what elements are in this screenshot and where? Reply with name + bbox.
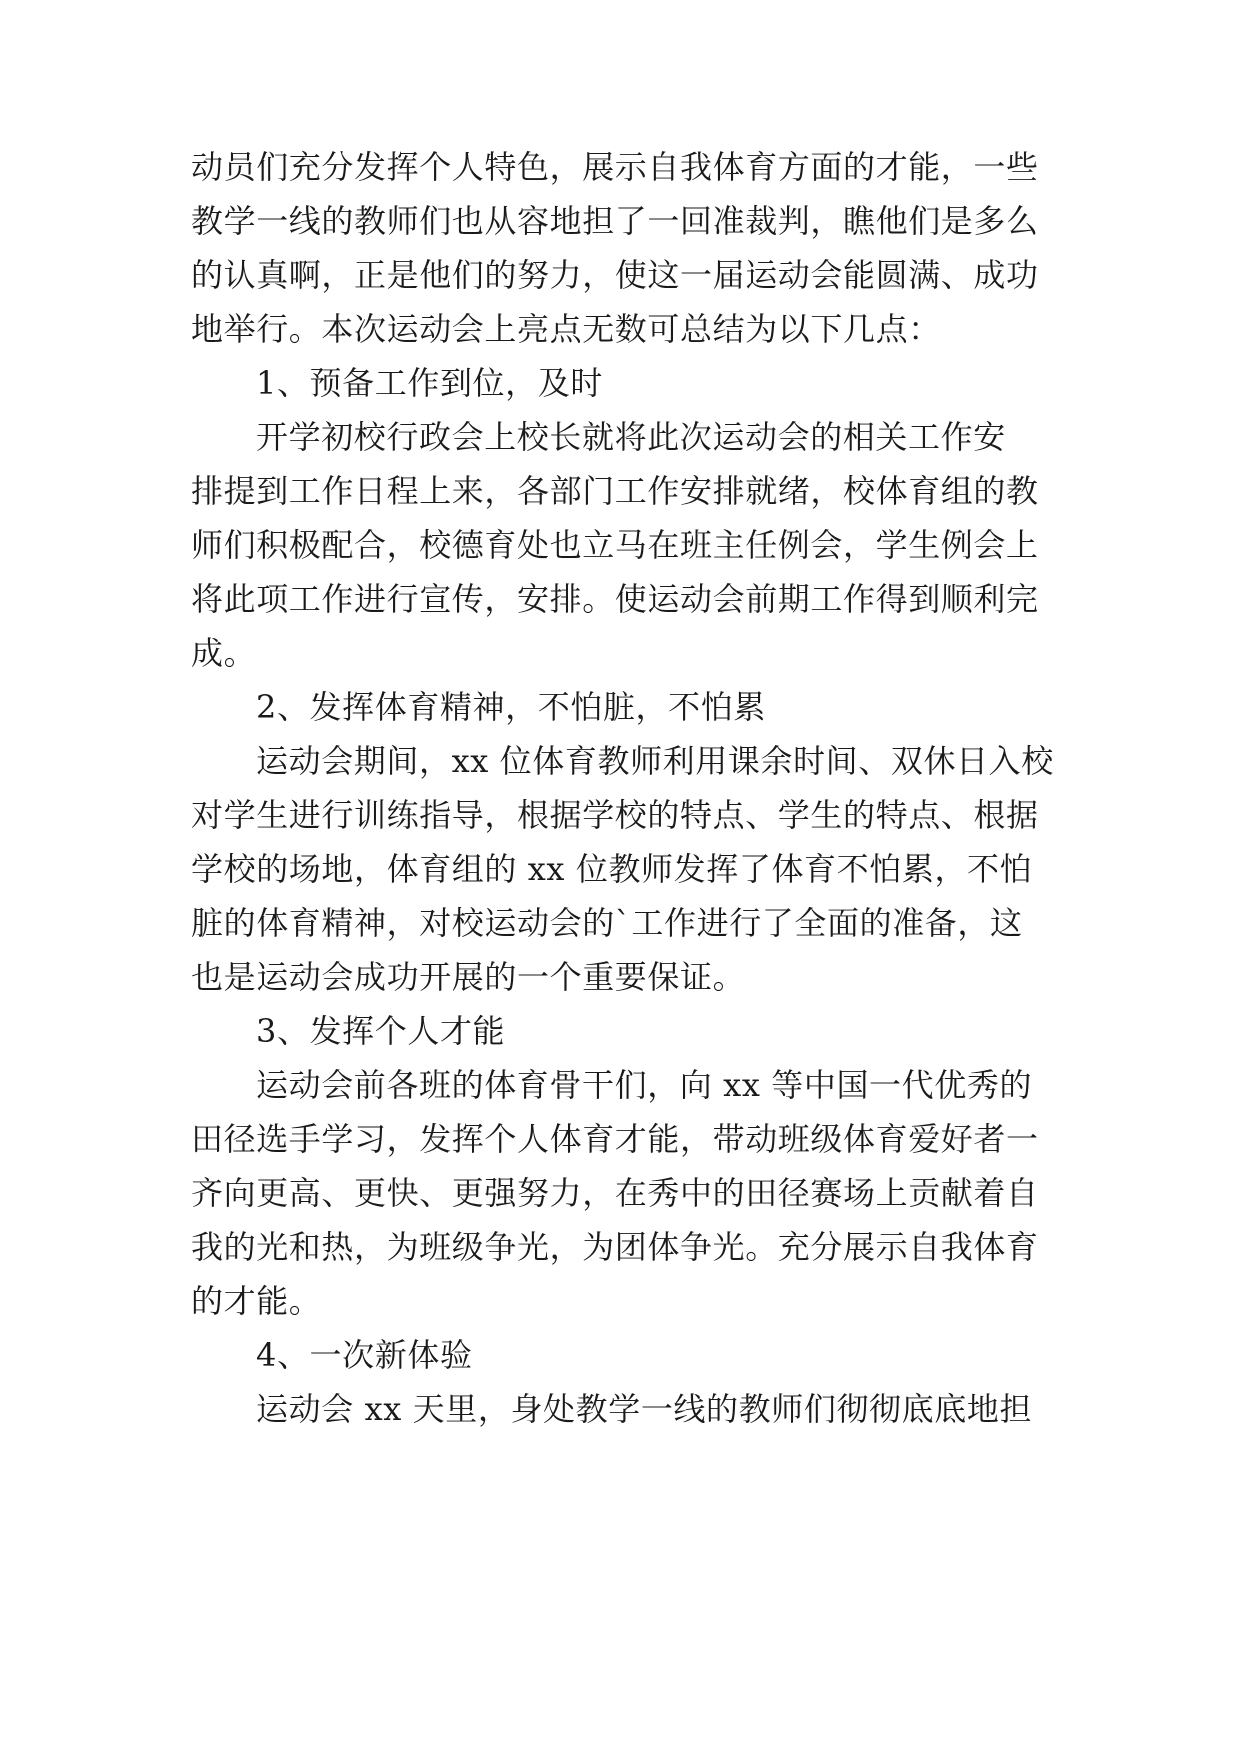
paragraph-line: 成。 [191,634,257,672]
paragraph-line: 齐向更高、更快、更强努力，在秀中的田径赛场上贡献着自 [191,1174,1039,1212]
paragraph-line: 田径选手学习，发挥个人体育才能，带动班级体育爱好者一 [191,1120,1039,1158]
paragraph-line: 运动会前各班的体育骨干们，向 xx 等中国一代优秀的 [256,1066,1033,1104]
section-heading-4: 4、一次新体验 [256,1336,473,1374]
paragraph-line: 脏的体育精神，对校运动会的`工作进行了全面的准备，这 [191,904,1023,942]
paragraph-line: 也是运动会成功开展的一个重要保证。 [191,958,746,996]
paragraph-line: 开学初校行政会上校长就将此次运动会的相关工作安 [256,418,1006,456]
paragraph-line: 我的光和热，为班级争光，为团体争光。充分展示自我体育 [191,1228,1039,1266]
paragraph-line: 的才能。 [191,1282,322,1320]
paragraph-line: 对学生进行训练指导，根据学校的特点、学生的特点、根据 [191,796,1039,834]
paragraph-line: 地举行。本次运动会上亮点无数可总结为以下几点： [191,310,941,348]
paragraph-line: 学校的场地，体育组的 xx 位教师发挥了体育不怕累，不怕 [191,850,1033,888]
section-heading-1: 1、预备工作到位，及时 [256,364,603,402]
paragraph-line: 动员们充分发挥个人特色，展示自我体育方面的才能，一些 [191,148,1039,186]
paragraph-line: 的认真啊，正是他们的努力，使这一届运动会能圆满、成功 [191,256,1039,294]
section-heading-2: 2、发挥体育精神，不怕脏，不怕累 [256,688,766,726]
paragraph-line: 教学一线的教师们也从容地担了一回准裁判，瞧他们是多么 [191,202,1039,240]
paragraph-line: 师们积极配合，校德育处也立马在班主任例会，学生例会上 [191,526,1039,564]
paragraph-line: 排提到工作日程上来，各部门工作安排就绪，校体育组的教 [191,472,1039,510]
paragraph-line: 将此项工作进行宣传，安排。使运动会前期工作得到顺利完 [191,580,1039,618]
section-heading-3: 3、发挥个人才能 [256,1012,506,1050]
paragraph-line: 运动会期间，xx 位体育教师利用课余时间、双休日入校 [256,742,1054,780]
paragraph-line: 运动会 xx 天里，身处教学一线的教师们彻彻底底地担 [256,1390,1033,1428]
